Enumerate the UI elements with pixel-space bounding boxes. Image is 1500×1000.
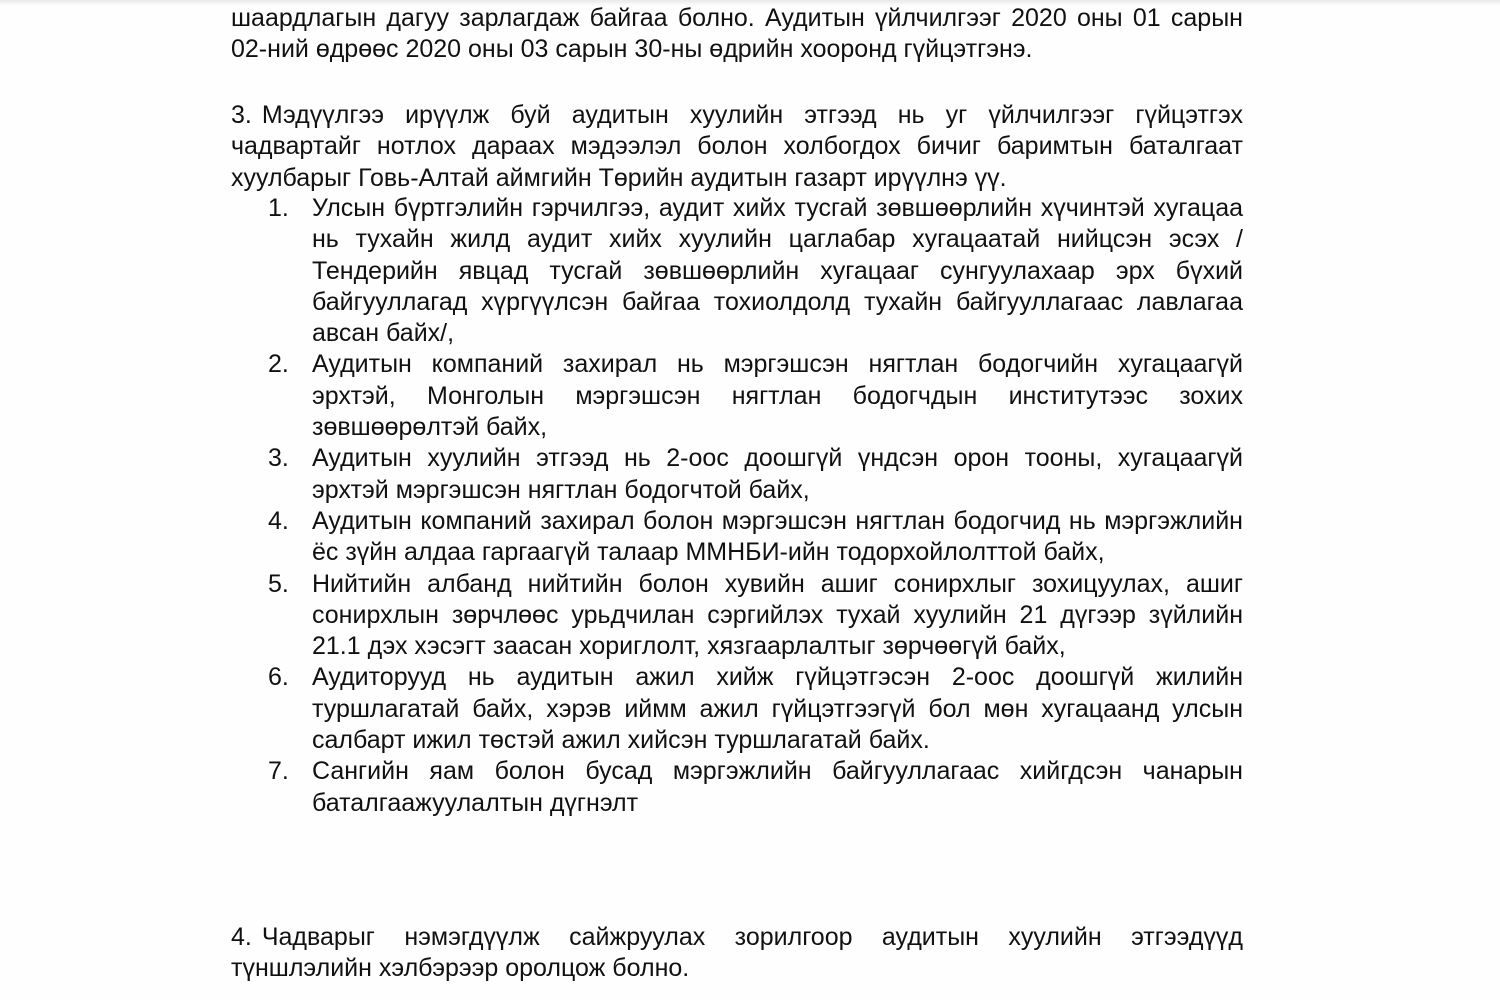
intro-text: шаардлагын дагуу зарлагдаж байгаа болно. Аудитын үйлчилгээг 2020 оны 01 сарын 02-ний өдрөөс 2020 оны 03 сарын 30-ны өдрийн хооронд гүйцэтгэнэ. [231,4,1243,64]
list-item [268,443,1243,506]
intro-paragraph [231,3,1243,66]
list-item [268,662,1243,756]
section-3-text: Мэдүүлгээ ирүүлж буй аудитын хуулийн этгээд нь уг үйлчилгээг гүйцэтгэх чадвартайг нотлох дараах мэдээлэл болон холбогдох бичиг баримтын баталгаат хуулбарыг Говь-Алтай аймгийн Төрийн аудитын газарт ирүүлнэ үү. [231,101,1243,192]
list-item [268,569,1243,663]
list-item-text: Сангийн яам болон бусад мэргэжлийн байгууллагаас хийгдсэн чанарын баталгаажуулалтын дүгнэлт [312,757,1243,817]
section-3-paragraph [231,100,1243,194]
list-item-text: Аудиторууд нь аудитын ажил хийж гүйцэтгэсэн 2-оос доошгүй жилийн туршлагатай байх, хэрэв иймм ажил гүйцэтгээгүй бол мөн хугацаанд улсын салбарт ижил төстэй ажил хийсэн туршлагатай байх. [312,663,1243,755]
requirements-list [268,193,1243,819]
list-item-number: 4. [268,506,289,535]
section-4-number: 4. [231,923,252,951]
section-3-number: 3. [231,101,252,129]
list-item-text: Аудитын хуулийн этгээд нь 2-оос доошгүй үндсэн орон тооны, хугацаагүй эрхтэй мэргэшсэн нягтлан бодогчтой байх, [312,444,1243,504]
list-item-text: Нийтийн албанд нийтийн болон хувийн ашиг сонирхлыг зохицуулах, ашиг сонирхлын зөрчлөөс урьдчилан сэргийлэх тухай хуулийн 21 дүгээр зүйлийн 21.1 дэх хэсэгт заасан хориглолт, хязгаарлалтыг зөрчөөгүй байх, [312,569,1243,661]
list-item-number: 2. [268,350,289,379]
list-item-number: 5. [268,569,289,598]
list-item-number: 3. [268,444,289,473]
list-item-number: 1. [268,194,289,222]
list-item-text: Аудитын компаний захирал болон мэргэшсэн нягтлан бодогчид нь мэргэжлийн ёс зүйн алдаа гаргаагүй талаар ММНБИ-ийн тодорхойлолттой байх, [312,506,1243,567]
list-item [268,349,1243,443]
list-item [268,756,1243,819]
list-item [268,193,1243,349]
list-item [268,506,1243,569]
section-4-text: Чадварыг нэмэгдүүлж сайжруулах зорилгоор аудитын хуулийн этгээдүүд түншлэлийн хэлбэрээр оролцож болно. [231,923,1243,983]
list-item-text: Аудитын компаний захирал нь мэргэшсэн нягтлан бодогчийн хугацаагүй эрхтэй, Монголын мэргэшсэн нягтлан бодогчдын институтээс зохих зөвшөөрөлтэй байх, [312,350,1243,442]
list-item-number: 7. [268,757,289,786]
list-item-text: Улсын бүртгэлийн гэрчилгээ, аудит хийх тусгай зөвшөөрлийн хүчинтэй хугацаа нь тухайн жилд аудит хийх хуулийн цаглабар хугацаатай нийцсэн эсэх /Тендерийн явцад тусгай зөвшөөрлийн хугацааг сунгуулахаар эрх бүхий байгууллагад хүргүүлсэн байгаа тохиолдолд тухайн байгууллагаас лавлагаа авсан байх/, [312,194,1243,348]
list-item-number: 6. [268,663,289,692]
section-4-paragraph [231,922,1243,985]
